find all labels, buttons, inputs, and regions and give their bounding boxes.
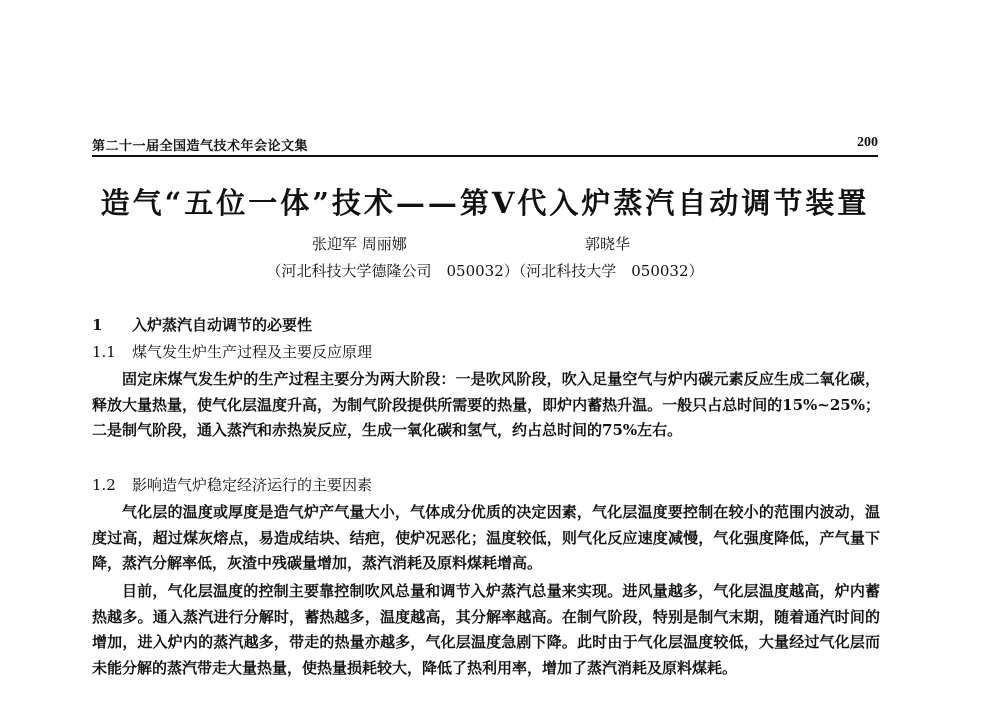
paper-title: 造气“五位一体”技术——第V代入炉蒸汽自动调节装置 xyxy=(100,186,870,220)
journal-name: 第二十一届全国造气技术年会论文集 xyxy=(92,139,309,154)
page-number: 200 xyxy=(857,135,878,150)
author-group-2: 郭晓华 xyxy=(585,235,631,253)
running-header xyxy=(92,131,878,157)
section-heading-1 xyxy=(92,314,312,335)
section-number: 1 xyxy=(92,316,103,334)
author-line xyxy=(312,233,631,254)
author-group-1: 张迎军 周丽娜 xyxy=(312,235,407,253)
section-number: 1.1 xyxy=(92,343,116,361)
paragraph-3: 目前，气化层温度的控制主要靠控制吹风总量和调节入炉蒸汽总量来实现。进风量越多，气化层温度越高，炉内蓄热越多。通入蒸汽进行分解时，蓄热越多，温度越高，其分解率越高。在制气阶段，特别是制气末期，随着通汽时间的增加，进入炉内的蒸汽越多，带走的热量亦越多，气化层温度急剧下降。此时由于气化层温度较低，大量经过气化层而未能分解的蒸汽带走大量热量，使热量损耗较大，降低了热利用率，增加了蒸汽消耗及原料煤耗。 xyxy=(92,582,880,677)
paragraph-2: 气化层的温度或厚度是造气炉产气量大小，气体成分优质的决定因素，气化层温度要控制在较小的范围内波动，温度过高，超过煤灰熔点，易造成结块、结疤，使炉况恶化；温度较低，则气化反应速度减慢，气化强度降低，产气量下降，蒸汽分解率低，灰渣中残碳量增加，蒸汽消耗及原料煤耗增高。 xyxy=(92,503,880,572)
section-number: 1.2 xyxy=(92,476,116,494)
affiliation: （河北科技大学德隆公司 050032）（河北科技大学 050032） xyxy=(266,262,704,280)
section-heading-1-1 xyxy=(92,341,372,362)
section-heading-1-2 xyxy=(92,474,372,495)
section-title: 影响造气炉稳定经济运行的主要因素 xyxy=(132,476,373,494)
section-title: 煤气发生炉生产过程及主要反应原理 xyxy=(132,343,373,361)
paragraph-1: 固定床煤气发生炉的生产过程主要分为两大阶段：一是吹风阶段，吹入足量空气与炉内碳元素反应生成二氧化碳，释放大量热量，使气化层温度升高，为制气阶段提供所需要的热量，即炉内蓄热升温。一般只占总时间的15%~25%；二是制气阶段，通入蒸汽和赤热炭反应，生成一氧化碳和氢气，约占总时间的75%左右。 xyxy=(92,370,880,439)
section-title: 入炉蒸汽自动调节的必要性 xyxy=(132,316,313,334)
